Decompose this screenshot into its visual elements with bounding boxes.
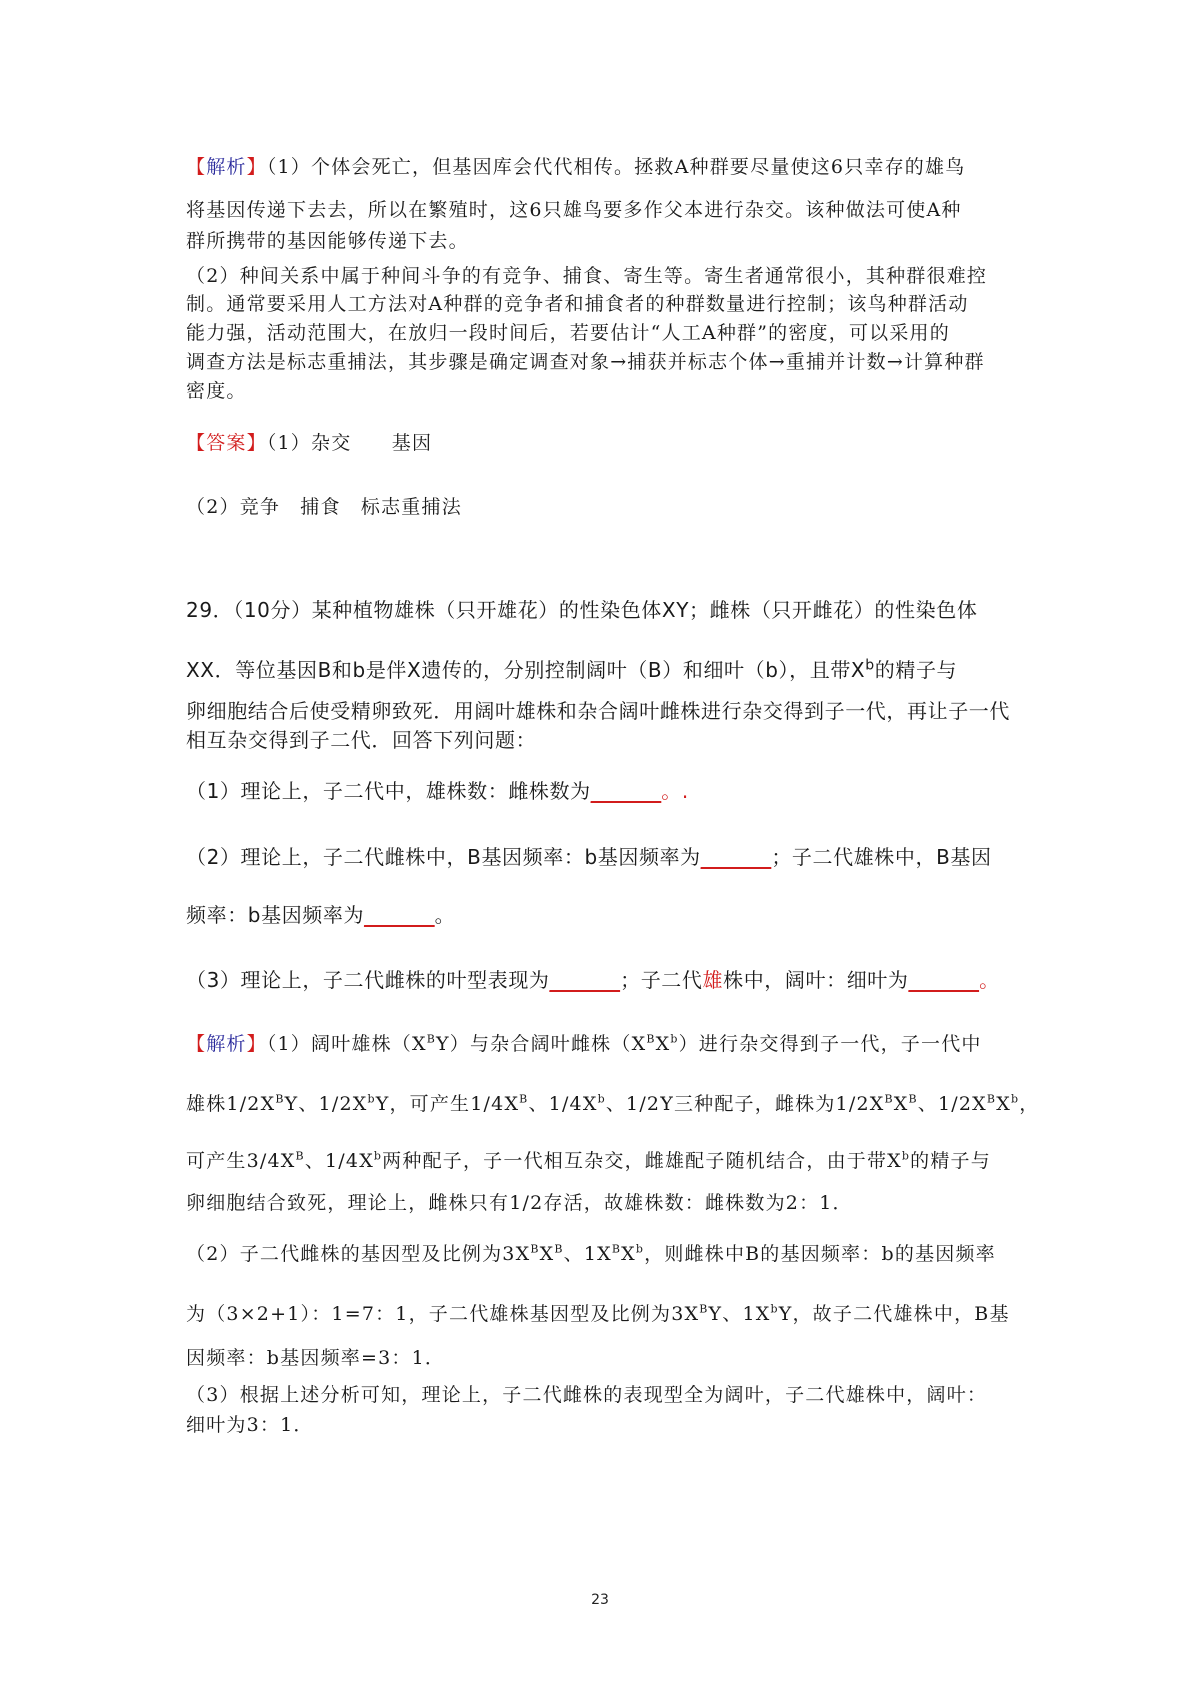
sub-question-2-cont — [186, 899, 1030, 928]
answer-blank[interactable]: ____ __ — [590, 779, 662, 803]
analysis-tag-label: 解析 — [206, 156, 247, 178]
superscript: B — [699, 1302, 709, 1316]
analysis1-line5: 制。通常要采用人工方法对A种群的竞争者和捕食者的种群数量进行控制；该鸟种群活动 — [186, 293, 969, 315]
text: Y）与杂合阔叶雌株（X — [436, 1033, 647, 1055]
superscript: B — [884, 1092, 894, 1106]
superscript: b — [597, 1092, 606, 1106]
answer-blank[interactable]: ____ __ — [364, 903, 435, 927]
superscript: b — [901, 1149, 911, 1163]
text: 的精子与 — [874, 658, 958, 682]
superscript: b — [367, 1092, 376, 1106]
text: （1）阔叶雄株（X — [266, 1033, 427, 1055]
answer-tag-label: 答案 — [206, 432, 247, 454]
superscript: B — [986, 1092, 997, 1106]
page-number: 23 — [591, 1592, 609, 1608]
text: 、1/4X — [528, 1093, 598, 1115]
text: 、1/2Y三种配子，雌株为1/2X — [605, 1093, 885, 1115]
text: 可产生3/4X — [186, 1150, 296, 1172]
text: 、1/4X — [304, 1150, 374, 1172]
text: ，则雌株中B的基因频率：b的基因频率 — [644, 1243, 996, 1265]
question29-line1: 29．（10分）某种植物雄株（只开雄花）的性染色体XY；雌株（只开雌花）的性染色体 — [186, 598, 978, 622]
superscript: b — [865, 657, 875, 674]
text: （2）理论上，子二代雌株中，B基因频率：b基因频率为 — [186, 845, 701, 869]
analysis1-line8: 密度。 — [186, 380, 247, 402]
text: （3）理论上，子二代雌株的叶型表现为 — [186, 968, 550, 992]
superscript: B — [426, 1032, 437, 1046]
highlighted-text: 雄 — [702, 968, 724, 992]
text: （1）个体会死亡，但基因库会代代相传。拯救A种群要尽量使这6只幸存的雄鸟 — [266, 156, 966, 178]
analysis1-line3: 群所携带的基因能够传递下去。 — [186, 230, 469, 252]
analysis2-line7: 因频率：b基因频率=3：1． — [186, 1347, 446, 1369]
answer-blank[interactable]: ____ __ — [549, 968, 621, 992]
text: Y，可产生1/4X — [375, 1093, 520, 1115]
superscript: B — [530, 1242, 540, 1256]
text: Y、1/2X — [284, 1093, 368, 1115]
text: 。. — [661, 779, 689, 803]
question29-line3: 卵细胞结合后使受精卵致死．用阔叶雄株和杂合阔叶雌株进行杂交得到子一代，再让子一代 — [186, 699, 1010, 723]
answer-blank[interactable]: ____ __ — [700, 845, 772, 869]
analysis-tag-close: 】 — [246, 1033, 267, 1055]
analysis2-line2 — [186, 1089, 1040, 1116]
text: 。 — [434, 903, 456, 927]
text: 、1/2X — [917, 1093, 987, 1115]
text: 两种配子，子一代相互杂交，雌雄配子随机结合，由于带X — [382, 1150, 902, 1172]
analysis2-line5 — [186, 1239, 1030, 1266]
question29-line2 — [186, 654, 1030, 683]
superscript: B — [611, 1242, 622, 1256]
superscript: B — [908, 1092, 918, 1106]
analysis1-line2: 将基因传递下去去，所以在繁殖时，这6只雄鸟要多作父本进行杂交。该种做法可使A种 — [186, 199, 962, 221]
text: 频率：b基因频率为 — [186, 903, 365, 927]
text: 为（3×2+1）：1=7：1，子二代雄株基因型及比例为3X — [186, 1303, 700, 1325]
text: X — [539, 1243, 555, 1265]
superscript: B — [646, 1032, 656, 1046]
superscript: B — [275, 1092, 285, 1106]
text: Y、1X — [708, 1303, 771, 1325]
text: 。 — [979, 968, 1000, 992]
analysis1-line4: （2）种间关系中属于种间斗争的有竞争、捕食、寄生等。寄生者通常很小，其种群很难控 — [186, 265, 988, 287]
text: 雄株1/2X — [186, 1093, 276, 1115]
superscript: b — [373, 1149, 383, 1163]
analysis2-line8: （3）根据上述分析可知，理论上，子二代雌株的表现型全为阔叶，子二代雄株中，阔叶： — [186, 1384, 988, 1406]
text: X — [655, 1033, 671, 1055]
text: （1）杂交 基因 — [266, 432, 433, 454]
text: 株中，阔叶：细叶为 — [723, 968, 909, 992]
text: Y，故子二代雄株中，B基 — [778, 1303, 1010, 1325]
sub-question-3 — [186, 964, 1030, 993]
text: X — [621, 1243, 636, 1265]
analysis1-line7: 调查方法是标志重捕法，其步骤是确定调查对象→捕获并标志个体→重捕并计数→计算种群 — [186, 351, 985, 373]
answer-tag-open: 【 — [186, 432, 207, 454]
analysis-tag-open: 【 — [186, 1033, 207, 1055]
text: XX．等位基因B和b是伴X遗传的，分别控制阔叶（B）和细叶（b），且带X — [186, 658, 866, 682]
question29-line4: 相互杂交得到子二代．回答下列问题： — [186, 728, 537, 752]
analysis1-line1 — [186, 152, 1030, 179]
answer-tag-close: 】 — [246, 432, 267, 454]
superscript: b — [635, 1242, 645, 1256]
analysis2-line4: 卵细胞结合致死，理论上，雌株只有1/2存活，故雄株数：雌株数为2：1． — [186, 1192, 853, 1214]
analysis-tag-open: 【 — [186, 156, 207, 178]
superscript: b — [770, 1302, 779, 1316]
text: （2）子二代雌株的基因型及比例为3X — [186, 1243, 531, 1265]
answer-blank[interactable]: ____ __ — [908, 968, 980, 992]
superscript: B — [519, 1092, 529, 1106]
answer1-line1 — [186, 428, 1030, 455]
text: X — [996, 1093, 1011, 1115]
text: 的精子与 — [910, 1150, 991, 1172]
text: ， — [1019, 1093, 1040, 1115]
text: X — [893, 1093, 909, 1115]
analysis2-line3 — [186, 1146, 1030, 1173]
superscript: b — [1010, 1092, 1020, 1106]
superscript: b — [670, 1032, 679, 1046]
analysis1-line6: 能力强，活动范围大，在放归一段时间后，若要估计“人工A种群”的密度，可以采用的 — [186, 322, 950, 344]
answer1-line2: （2）竞争 捕食 标志重捕法 — [186, 496, 462, 518]
analysis2-line9: 细叶为3：1． — [186, 1414, 314, 1436]
superscript: B — [295, 1149, 305, 1163]
sub-question-1 — [186, 775, 1030, 804]
analysis2-line1 — [186, 1029, 1030, 1056]
text: 、1X — [563, 1243, 612, 1265]
analysis-tag-close: 】 — [246, 156, 267, 178]
text: （1）理论上，子二代中，雄株数：雌株数为 — [186, 779, 591, 803]
sub-question-2 — [186, 841, 1030, 870]
text: ；子二代雄株中，B基因 — [771, 845, 992, 869]
analysis-tag-label: 解析 — [206, 1033, 247, 1055]
analysis2-line6 — [186, 1299, 1030, 1326]
text: ；子二代 — [620, 968, 703, 992]
text: ）进行杂交得到子一代，子一代中 — [678, 1033, 982, 1055]
superscript: B — [554, 1242, 564, 1256]
